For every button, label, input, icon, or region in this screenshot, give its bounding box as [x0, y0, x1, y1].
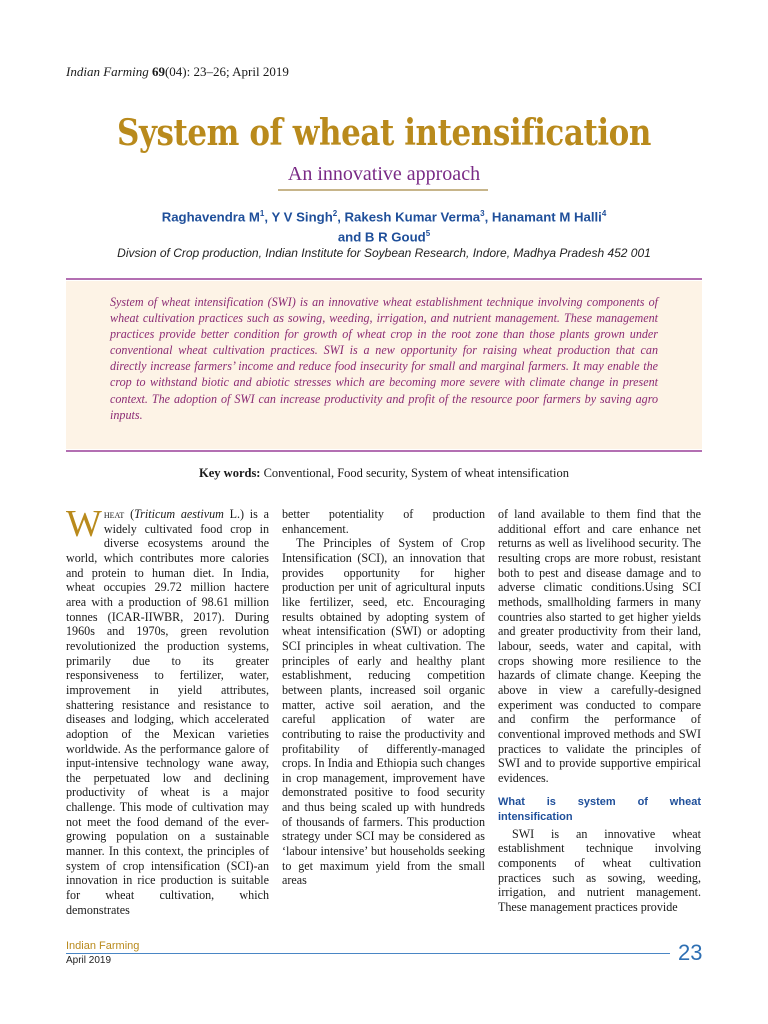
paren-close: L.) — [223, 507, 245, 521]
footer-journal-name: Indian Farming — [66, 940, 140, 952]
author-affiliation-mark: 5 — [425, 229, 431, 239]
keywords-text: Conventional, Food security, System of wheat intensification — [260, 466, 569, 480]
body-column-1 — [66, 503, 269, 917]
abstract-box — [66, 281, 702, 449]
author-name: Hanamant M Halli — [491, 209, 602, 225]
keywords-label: Key words: — [199, 466, 261, 480]
footer-rule — [66, 953, 670, 954]
author-affiliation-mark: 4 — [601, 209, 607, 218]
author-separator: , — [337, 209, 345, 225]
section-heading: What is system of wheat intensification — [498, 796, 701, 824]
article-subtitle: An innovative approach — [287, 163, 481, 185]
footer-date: April 2019 — [66, 955, 112, 966]
body-column-3 — [498, 507, 701, 915]
citation-line — [66, 64, 289, 80]
drop-cap: W — [66, 503, 102, 545]
affiliation: Divsion of Crop production, Indian Institute for Soybean Research, Indore, Madhya Pradesh 452 001 — [117, 246, 651, 260]
species-name: Triticum aestivum — [134, 507, 224, 521]
author-affiliation-mark: 3 — [480, 209, 485, 218]
author-separator: , — [264, 209, 272, 225]
body-paragraph: better potentiality of production enhancement. — [282, 507, 485, 536]
citation-volume: 69 — [151, 64, 165, 79]
body-column-2 — [282, 507, 485, 888]
citation-issue: (04) — [164, 64, 187, 79]
author-conjunction: and — [337, 229, 365, 245]
paragraph-text: is a widely cultivated food crop in diverse ecosystems around the world, which contributes more calories and protein to human diet. In India, wheat occupies 29.72 million hactere area with a production of 98.61 million tonnes (ICAR-IIWBR, 2017). During 1960s and 1970s, green revolution revolutionized the production systems, primarily due to its greater responsiveness to fertilizer, water, improvement in yield attributes, shattering resistance and resistance to diseases and lodging, which accelerated adoption of the Mexican varieties worldwide. As the performance galore of input-intensive technology wane away, the perpetuated low and declining productivity of wheat is a major challenge. This mode of cultivation may not meet the food demand of the ever-growing population on a sustainable manner. In this context, the principles of system of crop intensification (SCI)-an innovation in rice production is suitable for wheat cultivation, which demonstrates — [66, 507, 269, 917]
author-name: Rakesh Kumar Verma — [344, 209, 481, 225]
keywords — [0, 466, 768, 481]
paren-open: ( — [124, 507, 135, 521]
author-name: Y V Singh — [271, 209, 333, 225]
author-list — [86, 205, 682, 246]
page-number: 23 — [678, 940, 703, 965]
body-paragraph: of land available to them find that the additional effort and care enhance net returns as well as livelihood security. The resulting crops are more robust, resistant both to pest and disease damage and to adverse climatic conditions.Using SCI methods, smallholding farmers in many countries also started to get higher yields and greater productivity from their land, labour, seeds, water and capital, with crops showing more resilience to the hazards of climate change. Keeping the above in view a carefully-designed experiment was conducted to compare and confirm the performance of conventional improved methods and SWI practices to validate the principles of SWI and to provide supportive empirical evidences. — [498, 507, 701, 785]
citation-pages: : 23–26; April 2019 — [186, 64, 289, 79]
abstract-bottom-rule — [66, 450, 702, 452]
subtitle-underline — [278, 189, 488, 191]
lead-smallcaps: heat — [103, 507, 125, 521]
author-separator: , — [484, 209, 492, 225]
author-affiliation-mark: 2 — [332, 209, 338, 218]
abstract-text: System of wheat intensification (SWI) is an innovative wheat establishment technique involving components of wheat cultivation practices such as sowing, weeding, irrigation, and nutrient management. These management practices provide better condition for growth of wheat crop in the root zone than those plants grown under conventional wheat cultivation practices. SWI is a new opportunity for raising wheat production that can directly increase farmers’ income and reduce food insecurity for small and marginal farmers. It may enable the crop to withstand biotic and abiotic stresses which are becoming more severe with climate change in present context. The adoption of SWI can increase productivity and profit of the resource poor farmers by saving agro inputs. — [110, 295, 658, 422]
body-paragraph — [66, 503, 269, 917]
body-paragraph: SWI is an innovative wheat establishment technique involving components of wheat cultivation practices such as sowing, weeding, irrigation, and nutrient management. These management practices provide — [498, 826, 701, 915]
author-affiliation-mark: 1 — [259, 209, 265, 218]
abstract-top-rule — [66, 278, 702, 280]
article-title: System of wheat intensification — [117, 112, 651, 154]
body-paragraph: The Principles of System of Crop Intensification (SCI), an innovation that provides opportunity for higher production per unit of agricultural inputs like fertilizer, seed, etc. Encouraging results obtained by adopting system of wheat intensification (SWI) or adopting SCI principles in wheat cultivation. The principles of early and healthy plant establishment, reducing competition between plants, increased soil organic matter, active soil aeration, and the careful application of water are contributing to raise the productivity and profitability of differently-managed crops. In India and Ethiopia such changes in crop management, improvement have demonstrated positive to food security and thus being scaled up with hundreds of thousands of farmers. This production strategy under SCI may be considered as ‘labour intensive’ but households seeking to get maximum yield from the small areas — [282, 536, 485, 888]
citation-journal: Indian Farming — [66, 64, 149, 79]
author-name: Raghavendra M — [161, 209, 260, 225]
author-name: B R Goud — [364, 229, 426, 245]
